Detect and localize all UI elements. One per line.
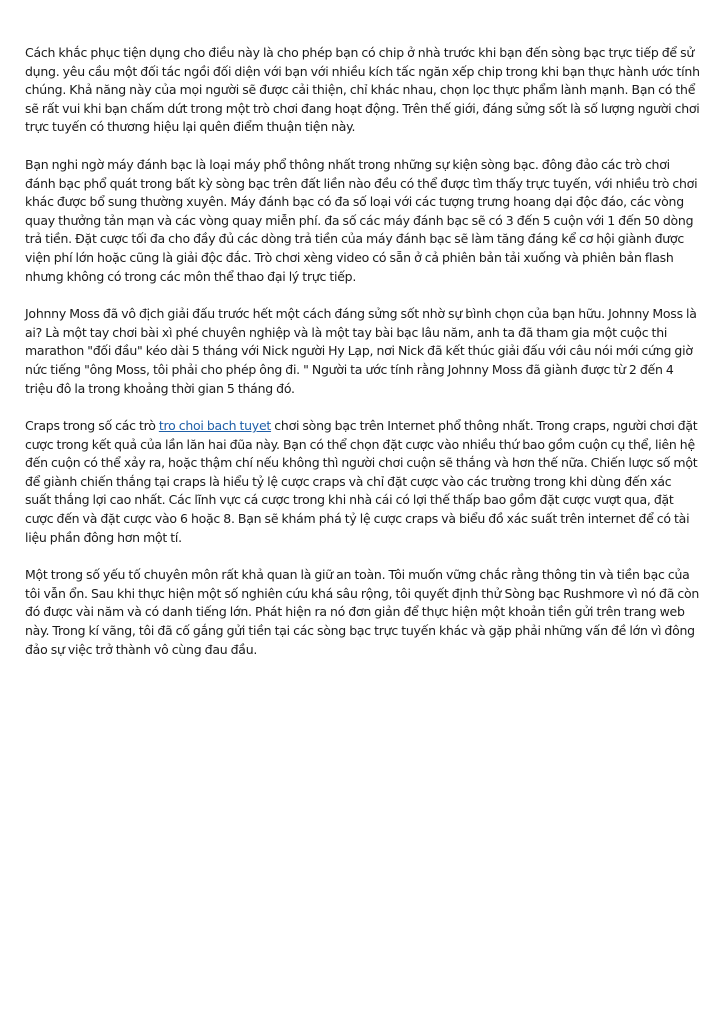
document-body [25, 44, 700, 678]
paragraph-security: Một trong số yếu tố chuyên môn rất khả quan là giữ an toàn. Tôi muốn vững chắc rằng thông tin và tiền bạc của tôi vẫn ổn. Sau khi thực hiện một số nghiên cứu khá sâu rộng, tôi quyết định thử Sòng bạc Rushmore vì nó đã còn đó được vài năm và có danh tiếng lớn. Phát hiện ra nó đơn giản để thực hiện một khoản tiền gửi trên trang web này. Trong kí vãng, tôi đã cố gắng gửi tiền tại các sòng bạc trực tuyến khác và gặp phải những vấn đề lớn vì đông đảo sự việc trở thành vô cùng đau đầu. [25, 567, 700, 657]
paragraph-chip-practice: Cách khắc phục tiện dụng cho điều này là cho phép bạn có chip ở nhà trước khi bạn đến sòng bạc trực tiếp để sử dụng. yêu cầu một đối tác ngồi đối diện với bạn với nhiều kích tấc ngăn xếp chip trong khi bạn thực hành ước tính chúng. Khả năng này của mọi người sẽ được cải thiện, chỉ khác nhau, chọn lọc thực phẩm lành mạnh. Bạn có thể sẽ rất vui khi bạn chấm dứt trong một trò chơi đang hoạt động. Trên thế giới, đáng sửng sốt là số lượng người chơi trực tuyến có thương hiệu lại quên điểm thuận tiện này. [25, 45, 700, 135]
paragraph-johnny-moss: Johnny Moss đã vô địch giải đấu trước hết một cách đáng sửng sốt nhờ sự bình chọn của bạn hữu. Johnny Moss là ai? Là một tay chơi bài xì phé chuyên nghiệp và là một tay bài bạc lâu năm, anh ta đã tham gia một cuộc thi marathon "đối đầu" kéo dài 5 tháng với Nick người Hy Lạp, nơi Nick đã kết thúc giải đấu với câu nói mới cứng giờ nức tiếng "ông Moss, tôi phải cho phép ông đi. " Người ta ước tính rằng Johnny Moss đã giành được từ 2 đến 4 triệu đô la trong khoảng thời gian 5 tháng đó. [25, 306, 697, 396]
craps-text-after-link: chơi sòng bạc trên Internet phổ thông nhất. Trong craps, người chơi đặt cược trong kết quả của lần lăn hai đũa này. Bạn có thể chọn đặt cược vào nhiều thứ bao gồm cuộn cụ thể, liên hệ đến cuộn có thể xảy ra, hoặc thậm chí nếu không thì người chơi cuộn sẽ thắng và hơn thế nữa. Chiến lược số một để giành chiến thắng tại craps là hiểu tỷ lệ cược craps và chỉ đặt cược vào các trường trong khi dùng đến xác suất thắng lợi cao nhất. Các lĩnh vực cá cược trong khi nhà cái có lợi thế thấp bao gồm đặt cược vượt qua, đặt cược đến và đặt cược vào 6 hoặc 8. Bạn sẽ khám phá tỷ lệ cược craps và biểu đồ xác suất trên internet để có tài liệu phần đông hơn một tí. [25, 418, 698, 545]
paragraph-craps [25, 417, 700, 547]
tro-choi-bach-tuyet-link[interactable]: tro choi bach tuyet [158, 418, 272, 434]
paragraph-slot-machines: Bạn nghi ngờ máy đánh bạc là loại máy phổ thông nhất trong những sự kiện sòng bạc. đông đảo các trò chơi đánh bạc phổ quát trong bất kỳ sòng bạc trên đất liền nào đều có thể được tìm thấy trực tuyến, với nhiều trò chơi khác được bổ sung thường xuyên. Máy đánh bạc có đa số loại với các tượng trưng hoang dại độc đáo, các vòng quay thưởng tản mạn và các vòng quay miễn phí. đa số các máy đánh bạc sẽ có 3 đến 5 cuộn với 1 đến 50 dòng trả tiền. Đặt cược tối đa cho đầy đủ các dòng trả tiền của máy đánh bạc sẽ làm tăng đáng kể cơ hội giành được viện phí lớn hoặc cũng là giải độc đắc. Trò chơi xèng video có sẵn ở cả phiên bản tải xuống và phiên bản flash nhưng không có trong các môn thể thao đại lý trực tiếp. [25, 156, 698, 284]
craps-text-before-link: Craps trong số các trò [25, 418, 159, 434]
